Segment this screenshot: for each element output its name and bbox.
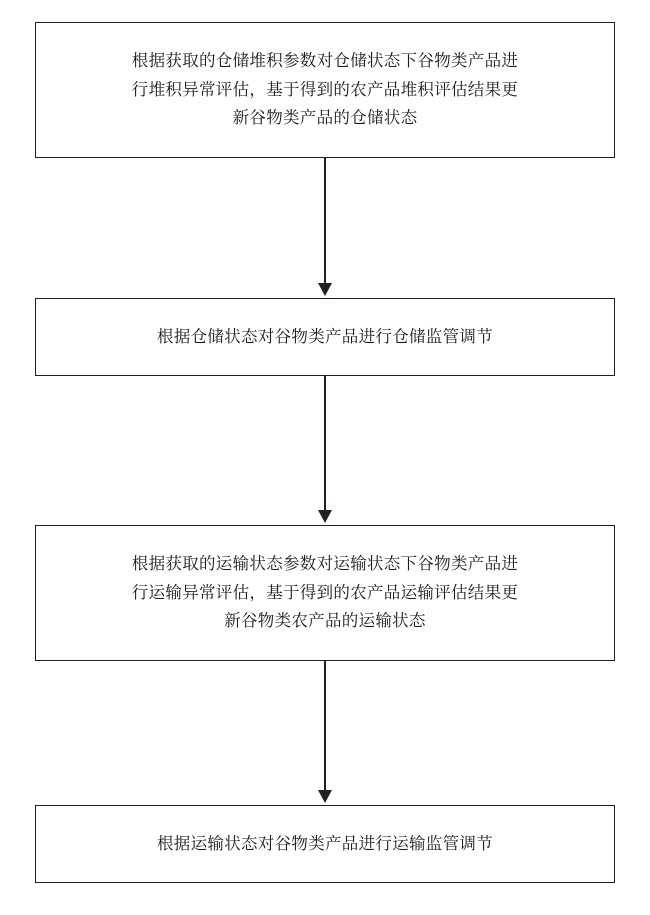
arrow-head-icon-2 <box>318 510 332 523</box>
flowchart-node-2-label: 根据仓储状态对谷物类产品进行仓储监管调节 <box>157 326 493 346</box>
connector-line-2 <box>324 376 326 511</box>
flowchart-node-4-label: 根据运输状态对谷物类产品进行运输监管调节 <box>157 833 493 853</box>
arrow-head-icon-1 <box>318 283 332 296</box>
flowchart-node-2 <box>35 298 615 376</box>
arrow-head-icon-3 <box>318 790 332 803</box>
connector-line-3 <box>324 661 326 791</box>
flowchart-node-4 <box>35 805 615 883</box>
flowchart-node-3-label: 根据获取的运输状态参数对运输状态下谷物类产品进 行运输异常评估，基于得到的农产品运输评估结果更 新谷物类农产品的运输状态 <box>131 553 519 631</box>
flowchart-node-1-label: 根据获取的仓储堆积参数对仓储状态下谷物类产品进 行堆积异常评估，基于得到的农产品堆积评估结果更 新谷物类产品的仓储状态 <box>131 50 519 128</box>
flowchart-node-1 <box>35 22 615 158</box>
connector-line-1 <box>324 158 326 284</box>
flowchart-node-3 <box>35 525 615 661</box>
